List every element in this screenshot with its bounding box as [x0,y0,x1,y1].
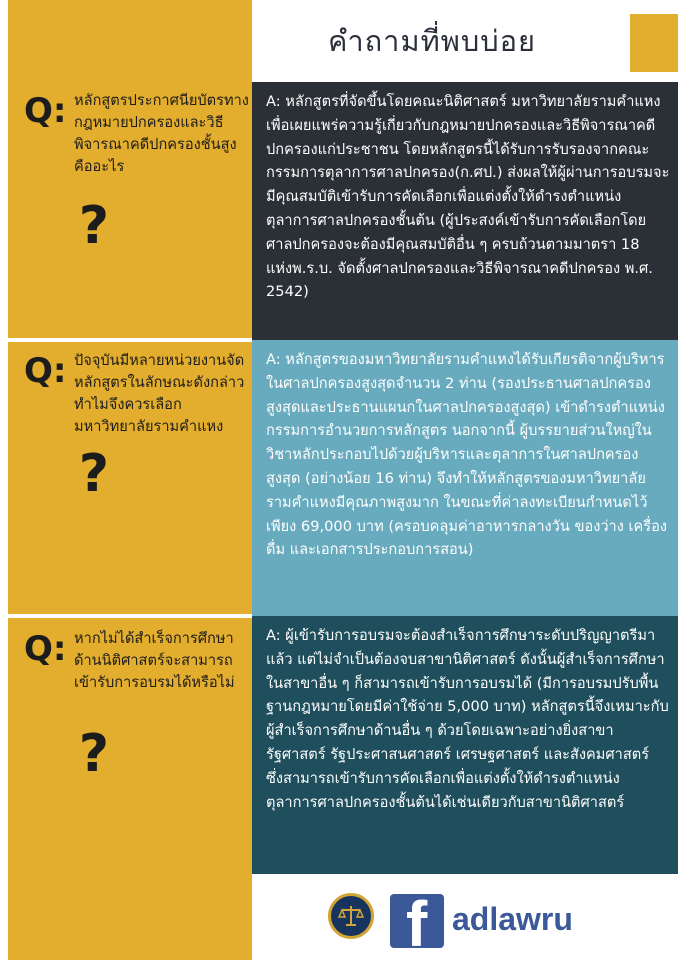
divider [8,338,252,342]
question-mark-icon: ? [78,724,110,784]
question-text: หลักสูตรประกาศนียบัตรทางกฎหมายปกครองและวิธีพิจารณาคดีปกครองชั้นสูงคืออะไร [74,92,249,175]
question-text: หากไม่ได้สำเร็จการศึกษาด้านนิติศาสตร์จะสามารถเข้ารับการอบรมได้หรือไม่ [74,630,235,691]
faq-answer-1 [252,82,678,340]
faq-question-2 [8,350,252,438]
scales-icon [336,901,366,931]
answer-text: A: หลักสูตรของมหาวิทยาลัยรามคำแหงได้รับเกียรติจากผู้บริหารในศาลปกครองสูงสุดจำนวน 2 ท่าน (รองประธานศาลปกครองสูงสุดและประธานแผนกในศาลปกครองสูงสุด) เข้าดำรงตำแหน่งกรรมการอำนวยการหลักสูตร นอกจากนี้ ผู้บรรยายส่วนใหญ่ในวิชาหลักประกอบไปด้วยผู้บริหารและตุลาการในศาลปกครองสูงสุด (อย่างน้อย 16 ท่าน) จึงทำให้หลักสูตรของมหาวิทยาลัยรามคำแหงมีคุณภาพสูงมาก ในขณะที่ค่าลงทะเบียนกำหนดไว้เพียง 69,000 บาท (ครอบคลุมค่าอาหารกลางวัน ของว่าง เครื่องดื่ม และเอกสารประกอบการสอน) [266,351,667,559]
faq-answer-3 [252,616,678,874]
q-badge [24,351,67,394]
scales-of-justice-seal-icon [328,893,374,939]
question-text: ปัจจุบันมีหลายหน่วยงานจัดหลักสูตรในลักษณะดังกล่าว ทำไมจึงควรเลือกมหาวิทยาลัยรามคำแหง [74,352,245,435]
question-mark-icon: ? [78,196,110,256]
faq-question-1 [8,90,252,178]
q-badge [24,91,67,134]
facebook-icon[interactable] [390,894,444,948]
q-label: Q: [24,91,67,131]
faq-question-3 [8,628,252,694]
q-badge [24,629,67,672]
q-label: Q: [24,629,67,669]
faq-answer-2 [252,340,678,616]
q-label: Q: [24,351,67,391]
page-title: คำถามที่พบบ่อย [327,24,537,58]
decorative-gold-square [630,14,678,72]
facebook-handle[interactable]: adlawru [452,901,573,937]
divider [8,614,252,618]
facebook-letter: f [406,894,428,948]
question-mark-icon: ? [78,444,110,504]
answer-text: A: ผู้เข้ารับการอบรมจะต้องสำเร็จการศึกษาระดับปริญญาตรีมาแล้ว แต่ไม่จำเป็นต้องจบสาขานิติศาสตร์ ดังนั้นผู้สำเร็จการศึกษาในสาขาอื่น ๆ ก็สามารถเข้ารับการอบรมได้ (มีการอบรมปรับพื้นฐานกฎหมายโดยมีค่าใช้จ่าย 5,000 บาท) หลักสูตรนี้จึงเหมาะกับผู้สำเร็จการศึกษาด้านอื่น ๆ ด้วยโดยเฉพาะอย่างยิ่งสาขารัฐศาสตร์ รัฐประศาสนศาสตร์ เศรษฐศาสตร์ และสังคมศาสตร์ ซึ่งสามารถเข้ารับการคัดเลือกเพื่อแต่งตั้งให้ดำรงตำแหน่งตุลาการศาลปกครองชั้นต้นได้เช่นเดียวกับสาขานิติศาสตร์ [266,627,669,811]
answer-text: A: หลักสูตรที่จัดขึ้นโดยคณะนิติศาสตร์ มหาวิทยาลัยรามคำแหง เพื่อเผยแพร่ความรู้เกี่ยวกับกฎหมายปกครองและวิธีพิจารณาคดีปกครองแก่ประชาชน โดยหลักสูตรนี้ได้รับการรับรองจากคณะกรรมการตุลาการศาลปกครอง(ก.ศป.) ส่งผลให้ผู้ผ่านการอบรมจะมีคุณสมบัติเข้ารับการคัดเลือกเพื่อแต่งตั้งให้ดำรงตำแหน่งตุลาการศาลปกครองชั้นต้น (ผู้ประสงค์เข้ารับการคัดเลือกโดยศาลปกครองจะต้องมีคุณสมบัติอื่น ๆ ครบถ้วนตามมาตรา 18 แห่งพ.ร.บ. จัดตั้งศาลปกครองและวิธีพิจารณาคดีปกครอง พ.ศ. 2542) [266,93,670,301]
